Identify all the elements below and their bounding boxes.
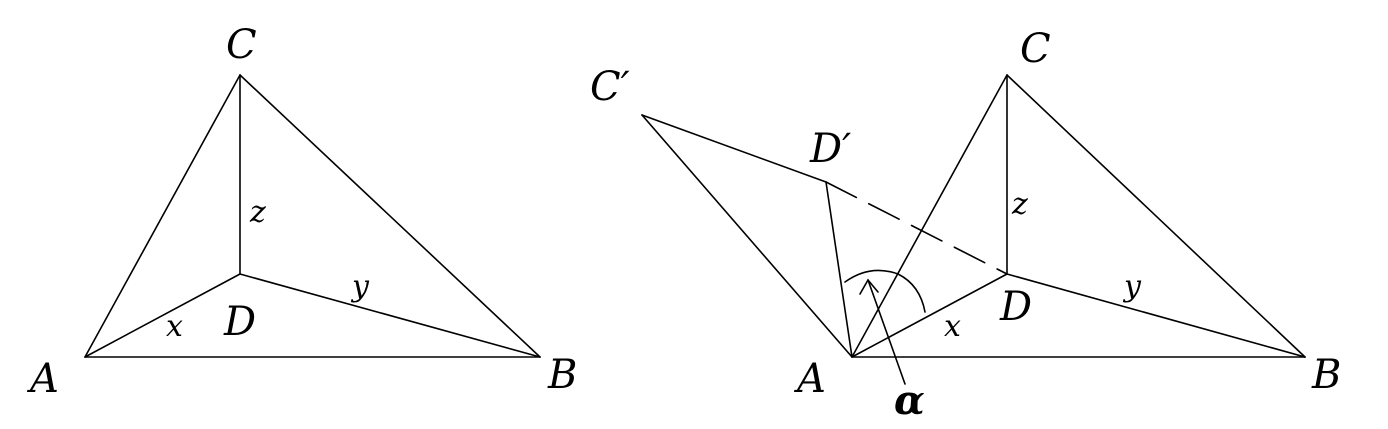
right-vertex-label-C: C (1020, 26, 1051, 72)
right-vertex-label-A: A (797, 356, 826, 402)
angle-label-alpha: α (894, 377, 925, 424)
left-vertex-label-D: D (224, 299, 257, 345)
left-vertex-label-C: C (226, 22, 257, 68)
right-figure (590, 26, 1341, 424)
right-edge-label-x: x (944, 309, 961, 344)
right-vertex-label-D: D (1000, 284, 1033, 330)
right-edge-D-prime-D-dashed (826, 182, 1007, 274)
right-edge-label-y: y (1124, 269, 1141, 304)
right-vertex-label-C-prime: C′ (590, 64, 630, 110)
left-edge-label-y: y (352, 269, 369, 304)
angle-arc (845, 270, 925, 312)
left-vertex-label-A: A (30, 356, 59, 402)
left-vertex-label-B: B (548, 352, 578, 398)
right-edge-C-prime-D-prime (642, 115, 826, 182)
angle-arrow-head (860, 280, 878, 294)
right-vertex-label-B: B (1312, 352, 1342, 398)
left-edge-label-z: z (250, 195, 266, 230)
left-edge-label-x: x (166, 309, 183, 344)
left-figure (26, 22, 577, 402)
right-vertex-label-D-prime: D′ (810, 126, 852, 172)
right-edge-label-z: z (1012, 187, 1028, 222)
